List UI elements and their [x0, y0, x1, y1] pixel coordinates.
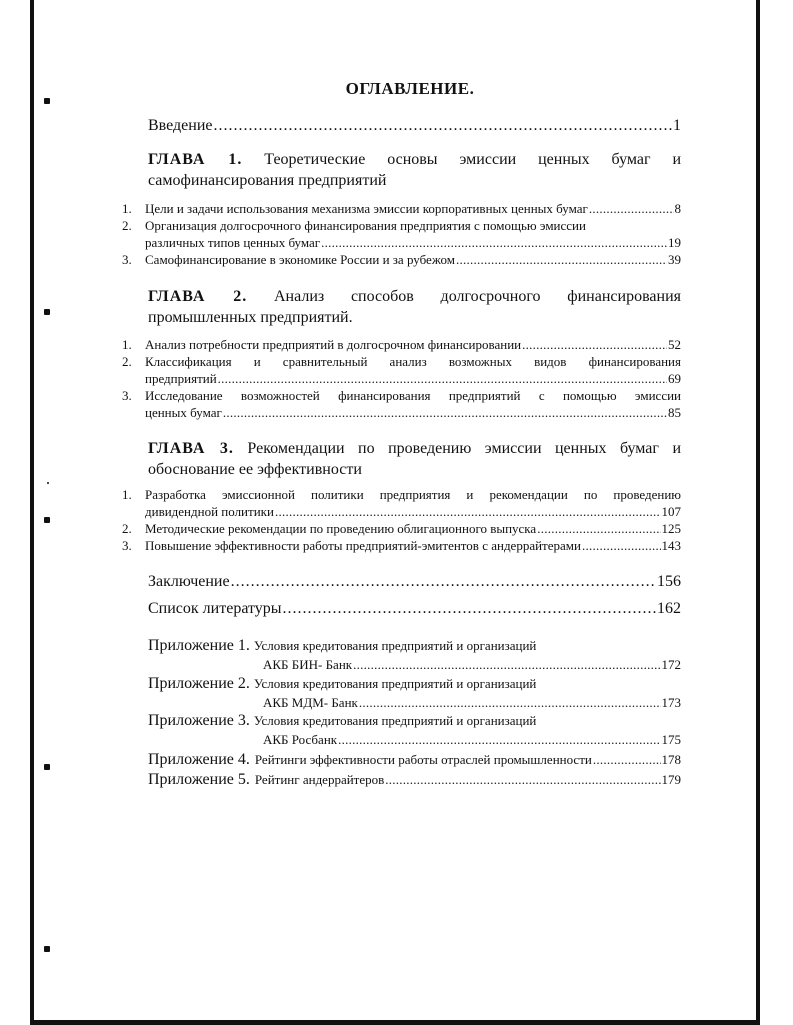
toc-entry-3-2[interactable]: [145, 521, 681, 537]
page-border-left: [30, 0, 34, 1025]
dot-leader: [589, 201, 674, 217]
appendix-title: Условия кредитования предприятий и организаций: [253, 676, 537, 691]
toc-entry-intro[interactable]: [148, 117, 681, 135]
item-number: 3.: [122, 252, 132, 267]
chapter2-heading-line1[interactable]: [148, 288, 681, 306]
chapter1-heading-line1[interactable]: [148, 151, 681, 169]
appendix-title: Условия кредитования предприятий и организаций: [253, 713, 537, 728]
chapter1-label: ГЛАВА 1.: [148, 151, 243, 168]
dot-leader: [223, 405, 667, 421]
item-number: 2.: [122, 218, 132, 233]
dot-leader: [231, 573, 656, 591]
toc-entry-appendix-1-bank[interactable]: [263, 657, 681, 673]
chapter2-title-part1: Анализ способов долгосрочного финансирования: [273, 288, 681, 305]
toc-entry-3-1[interactable]: [145, 504, 681, 520]
binder-hole-mark: [44, 517, 50, 523]
toc-page-number: 172: [661, 657, 681, 672]
toc-page-number: 19: [668, 235, 681, 250]
toc-entry-appendix-2-bank[interactable]: [263, 695, 681, 711]
toc-entry-appendix-1[interactable]: [148, 637, 536, 655]
appendix-title: Рейтинг андеррайтеров: [254, 772, 385, 787]
dot-leader: [218, 371, 667, 387]
dot-leader: [275, 504, 661, 520]
toc-page-number: 156: [657, 573, 681, 590]
toc-page-number: 125: [661, 521, 681, 536]
toc-entry-label: АКБ Росбанк: [263, 732, 338, 747]
toc-entry-label: ценных бумаг: [145, 405, 222, 420]
toc-page-number: 178: [661, 752, 681, 767]
dot-leader: [537, 521, 660, 537]
toc-page-number: 143: [661, 538, 681, 553]
toc-entry-label: дивидендной политики: [145, 504, 274, 519]
toc-entry-conclusion[interactable]: [148, 573, 681, 591]
toc-entry-label: различных типов ценных бумаг: [145, 235, 321, 250]
toc-page-number: 107: [661, 504, 681, 519]
dot-leader: [582, 538, 661, 554]
dot-leader: [283, 600, 656, 618]
toc-page-number: 85: [668, 405, 681, 420]
toc-page-number: 52: [668, 337, 681, 352]
toc-entry-label: Методические рекомендации по проведению облигационного выпуска: [145, 521, 537, 536]
appendix-label: Приложение 3.: [148, 712, 250, 729]
toc-entry-2-1[interactable]: [145, 337, 681, 353]
toc-entry-appendix-2[interactable]: [148, 675, 536, 693]
chapter1-title-part1: Теоретические основы эмиссии ценных бумаг и: [264, 151, 682, 168]
page-title: ОГЛАВЛЕНИЕ.: [345, 79, 475, 98]
binder-hole-mark: [44, 764, 50, 770]
item-number: 1.: [122, 337, 132, 352]
toc-entry-label: Анализ потребности предприятий в долгосрочном финансировании: [145, 337, 522, 352]
binder-hole-mark: [44, 309, 50, 315]
toc-entry-label: Повышение эффективности работы предприятий-эмитентов с андеррайтерами: [145, 538, 581, 553]
toc-entry-appendix-3[interactable]: [148, 712, 536, 730]
chapter1-title-part2: самофинансирования предприятий: [148, 172, 387, 189]
toc-entry-appendix-5[interactable]: [148, 771, 681, 789]
toc-page-number: 69: [668, 371, 681, 386]
item-number: 1.: [122, 487, 132, 502]
toc-entry-label: предприятий: [145, 371, 217, 386]
toc-entry-2-3[interactable]: [145, 405, 681, 421]
toc-entry-label: Введение: [148, 117, 213, 134]
appendix-label: Приложение 4.: [148, 751, 250, 768]
item-number: 2.: [122, 521, 132, 536]
toc-page-number: 1: [673, 117, 681, 134]
item-number: 3.: [122, 388, 132, 403]
appendix-title: Рейтинги эффективности работы отраслей промышленности: [254, 752, 592, 767]
dot-leader: [456, 252, 667, 268]
toc-entry-literature[interactable]: [148, 600, 681, 618]
chapter3-title-part2: обоснование ее эффективности: [148, 461, 362, 478]
toc-entry-3-3[interactable]: [145, 538, 681, 554]
scan-speck: [47, 482, 49, 484]
toc-entry-appendix-3-bank[interactable]: [263, 732, 681, 748]
page-border-right: [756, 0, 760, 1025]
dot-leader: [214, 117, 673, 135]
toc-entry-2-3-line1[interactable]: Исследование возможностей финансирования предприятий с помощью эмиссии: [145, 388, 681, 403]
toc-entry-label: Список литературы: [148, 600, 282, 617]
dot-leader: [359, 695, 661, 711]
chapter2-title-part2: промышленных предприятий.: [148, 309, 353, 326]
item-number: 1.: [122, 201, 132, 216]
dot-leader: [338, 732, 660, 748]
toc-page-number: 173: [661, 695, 681, 710]
dot-leader: [321, 235, 667, 251]
item-number: 3.: [122, 538, 132, 553]
dot-leader: [522, 337, 667, 353]
appendix-label: Приложение 1.: [148, 637, 250, 654]
toc-entry-label: Заключение: [148, 573, 230, 590]
page-border-bottom: [30, 1020, 760, 1025]
chapter3-label: ГЛАВА 3.: [148, 440, 234, 457]
dot-leader: [353, 657, 660, 673]
toc-entry-1-2-line1[interactable]: Организация долгосрочного финансирования предприятия с помощью эмиссии: [145, 218, 586, 233]
toc-entry-2-2-line1[interactable]: Классификация и сравнительный анализ возможных видов финансирования: [145, 354, 681, 369]
toc-entry-1-3[interactable]: [145, 252, 681, 268]
toc-entry-appendix-4[interactable]: [148, 751, 681, 769]
toc-entry-label: АКБ БИН- Банк: [263, 657, 353, 672]
appendix-title: Условия кредитования предприятий и организаций: [253, 638, 537, 653]
toc-entry-2-2[interactable]: [145, 371, 681, 387]
chapter2-label: ГЛАВА 2.: [148, 288, 248, 305]
appendix-label: Приложение 2.: [148, 675, 250, 692]
toc-entry-3-1-line1[interactable]: Разработка эмиссионной политики предприятия и рекомендации по проведению: [145, 487, 681, 502]
chapter3-title-part1: Рекомендации по проведению эмиссии ценных бумаг и: [247, 440, 681, 457]
item-number: 2.: [122, 354, 132, 369]
chapter3-heading-line1[interactable]: [148, 440, 681, 458]
toc-entry-1-1[interactable]: [145, 201, 681, 217]
appendix-label: Приложение 5.: [148, 771, 250, 788]
toc-entry-label: Самофинансирование в экономике России и за рубежом: [145, 252, 455, 267]
toc-page-number: 175: [661, 732, 681, 747]
toc-entry-1-2[interactable]: [145, 235, 681, 251]
toc-entry-label: Цели и задачи использования механизма эмиссии корпоративных ценных бумаг: [145, 201, 588, 216]
toc-page-number: 39: [668, 252, 681, 267]
toc-page-number: 8: [674, 201, 681, 216]
toc-page-number: 162: [657, 600, 681, 617]
dot-leader: [385, 772, 660, 788]
toc-entry-label: АКБ МДМ- Банк: [263, 695, 358, 710]
dot-leader: [593, 752, 661, 768]
binder-hole-mark: [44, 946, 50, 952]
toc-page-number: 179: [661, 772, 681, 787]
